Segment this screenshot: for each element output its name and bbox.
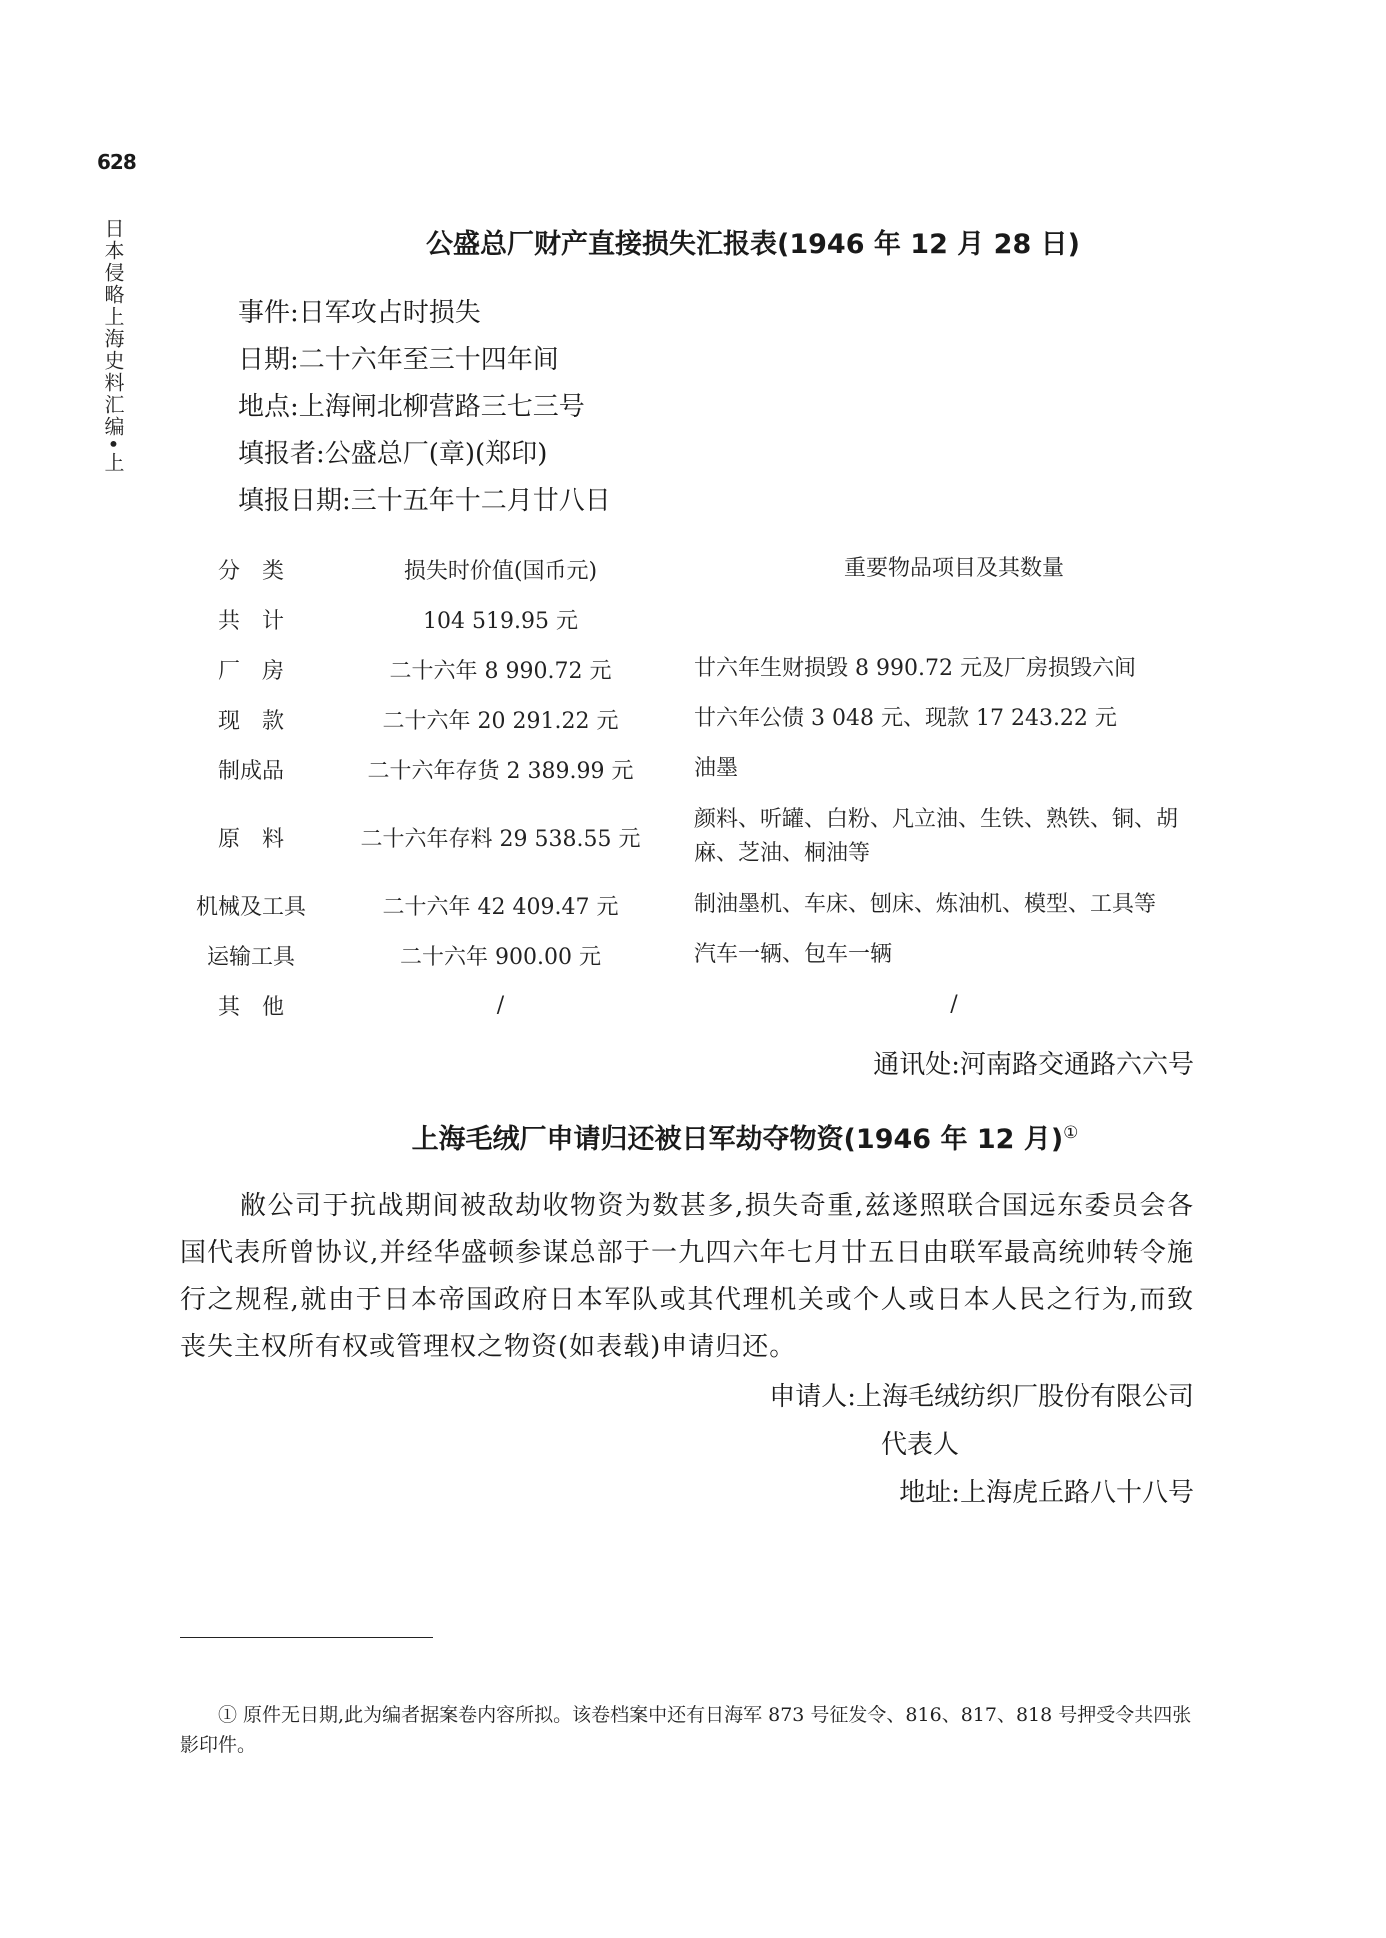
section2-title: 上海毛绒厂申请归还被日军劫夺物资(1946 年 12 月)①: [411, 1123, 1079, 1155]
row-items: 制油墨机、车床、刨床、炼油机、模型、工具等: [694, 892, 1157, 917]
table-header-row: [175, 544, 1214, 594]
row-items: 油墨: [694, 756, 739, 781]
contact-address: 通讯处:河南路交通路六六号: [873, 1050, 1194, 1080]
row-items: 廿六年公债 3 048 元、现款 17 243.22 元: [694, 706, 1117, 731]
row-items: 汽车一辆、包车一辆: [694, 942, 893, 967]
meta-location: 地点:上海闸北柳营路三七三号: [238, 392, 585, 422]
row-category: 其他: [217, 994, 306, 1020]
row-category: 共计: [217, 608, 306, 634]
header-items: 重要物品项目及其数量: [843, 556, 1064, 581]
footnote: ① 原件无日期,此为编者据案卷内容所拟。该卷档案中还有日海军 873 号征发令、816、817、818 号押受令共四张影印件。: [180, 1704, 1192, 1756]
row-category: 现款: [217, 708, 306, 734]
row-value: 二十六年 20 291.22 元: [382, 708, 619, 734]
row-items: /: [950, 992, 958, 1017]
row-value: 二十六年存料 29 538.55 元: [360, 826, 641, 852]
applicant-address: 地址:上海虎丘路八十八号: [899, 1478, 1194, 1508]
footnote-marker: ①: [1063, 1123, 1079, 1143]
row-category: 厂房: [217, 658, 306, 684]
table-row: [175, 694, 1214, 744]
representative: 代表人: [881, 1430, 960, 1460]
meta-reporter: 填报者:公盛总厂(章)(郑印): [238, 439, 548, 469]
row-category: 机械及工具: [195, 894, 306, 920]
table-row: [175, 594, 1214, 644]
section1-title: 公盛总厂财产直接损失汇报表(1946 年 12 月 28 日): [426, 229, 1080, 260]
header-category: 分类: [217, 558, 306, 584]
row-value: /: [496, 992, 505, 1018]
report-metadata: [238, 290, 611, 525]
table-row: [175, 744, 1214, 794]
meta-date: 日期:二十六年至三十四年间: [238, 345, 559, 375]
application-body: 敝公司于抗战期间被敌劫收物资为数甚多,损失奇重,兹遂照联合国远东委员会各国代表所曾协议,并经华盛顿参谋总部于一九四六年七月廿五日由联军最高统帅转令施行之规程,就由于日本帝国政府日本军队或其代理机关或个人或日本人民之行为,而致丧失主权所有权或管理权之物资(如表载)申请归还。: [180, 1191, 1194, 1362]
row-category: 原料: [217, 826, 306, 852]
row-value: 104 519.95 元: [423, 608, 578, 634]
page-number: 628: [97, 150, 136, 174]
row-value: 二十六年存货 2 389.99 元: [367, 758, 634, 784]
row-items: 廿六年生财损毁 8 990.72 元及厂房损毁六间: [694, 656, 1136, 681]
row-category: 运输工具: [206, 944, 295, 970]
applicant: 申请人:上海毛绒纺织厂股份有限公司: [769, 1382, 1194, 1412]
table-row: [175, 794, 1214, 880]
meta-report-date: 填报日期:三十五年十二月廿八日: [238, 486, 611, 516]
row-value: 二十六年 42 409.47 元: [382, 894, 619, 920]
row-value: 二十六年 900.00 元: [400, 944, 601, 970]
table-row: [175, 980, 1214, 1030]
running-head: 日本侵略上海史料汇编•上: [101, 218, 125, 474]
header-value: 损失时价值(国币元): [403, 558, 598, 584]
row-category: 制成品: [217, 758, 284, 784]
footnote-divider: [180, 1637, 433, 1638]
table-row: [175, 880, 1214, 930]
row-items: 颜料、听罐、白粉、凡立油、生铁、熟铁、铜、胡麻、芝油、桐油等: [694, 807, 1179, 866]
loss-table: [175, 544, 1214, 1030]
row-value: 二十六年 8 990.72 元: [389, 658, 612, 684]
table-row: [175, 644, 1214, 694]
row-items: [674, 594, 1214, 644]
table-row: [175, 930, 1214, 980]
meta-event: 事件:日军攻占时损失: [238, 298, 481, 328]
